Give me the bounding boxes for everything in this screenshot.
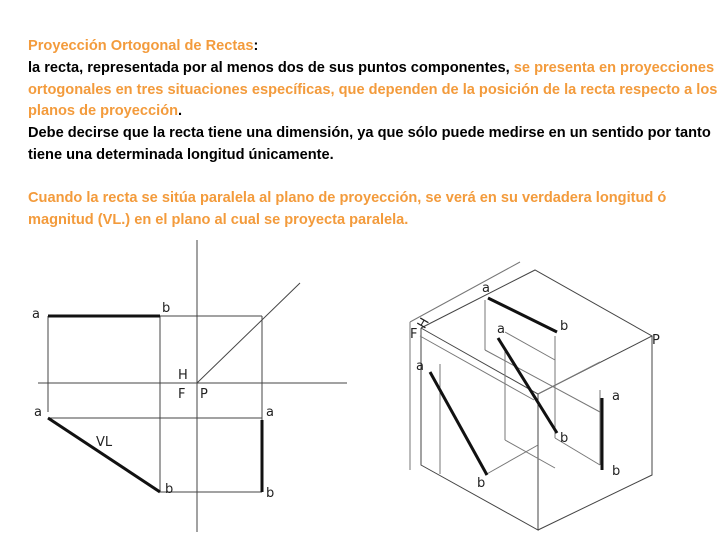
- label-P-right: P: [652, 333, 660, 348]
- plane-line-3: [485, 350, 600, 412]
- label-a-front-right: a: [416, 359, 424, 374]
- plane-line-12: [538, 362, 600, 394]
- intro-text-orange: se presenta en proyecciones ortogonales en tres situaciones específicas, que dependen de la posición de la recta respecto a los planos de proyección: [28, 59, 718, 120]
- label-b-back: b: [560, 431, 569, 446]
- label-b-top-right: b: [560, 319, 569, 334]
- label-H-right: H: [414, 315, 433, 332]
- label-a-side-right: a: [612, 389, 620, 404]
- intro-text-black: la recta, representada por al menos dos de sus puntos componentes,: [28, 59, 514, 76]
- heading-title: Proyección Ortogonal de Rectas: [28, 38, 254, 54]
- plane-line-5: [505, 332, 555, 360]
- dimension-paragraph: Debe decirse que la recta tiene una dimensión, ya que sólo puede medirse en un sentido por tanto tiene una determinada longitud únicamente.: [28, 125, 711, 163]
- label-a-front: a: [34, 405, 42, 420]
- label-b-side: b: [266, 486, 275, 501]
- oblique-projection-line: [498, 338, 557, 433]
- label-a-top: a: [32, 307, 40, 322]
- label-b-side-right: b: [612, 464, 621, 479]
- label-H: H: [178, 368, 188, 383]
- parallel-paragraph: Cuando la recta se sitúa paralela al plano de proyección, se verá en su verdadera longitud ó magnitud (VL.) en el plano al cual se proyecta paralela.: [28, 189, 667, 228]
- plane-line-11: [505, 440, 555, 468]
- label-F-right: F: [410, 327, 418, 342]
- label-F: F: [178, 387, 186, 402]
- heading-colon: :: [253, 38, 259, 54]
- intro-period: .: [178, 103, 183, 120]
- front-projection-line: [430, 372, 487, 475]
- plane-edge-top: [410, 262, 520, 322]
- label-a-back: a: [497, 322, 505, 337]
- label-b-front: b: [165, 482, 174, 497]
- label-VL: VL: [96, 435, 113, 450]
- isometric-inner-planes: [410, 262, 600, 475]
- label-P: P: [200, 387, 208, 402]
- plane-line-10: [485, 445, 538, 475]
- label-a-side: a: [266, 405, 274, 420]
- label-a-top-right: a: [482, 281, 490, 296]
- right-bold-lines: [430, 298, 602, 475]
- label-b-top: b: [162, 301, 171, 316]
- box-front-left-face: [421, 328, 538, 530]
- label-b-front-right: b: [477, 476, 486, 491]
- box-top-face: [421, 270, 652, 394]
